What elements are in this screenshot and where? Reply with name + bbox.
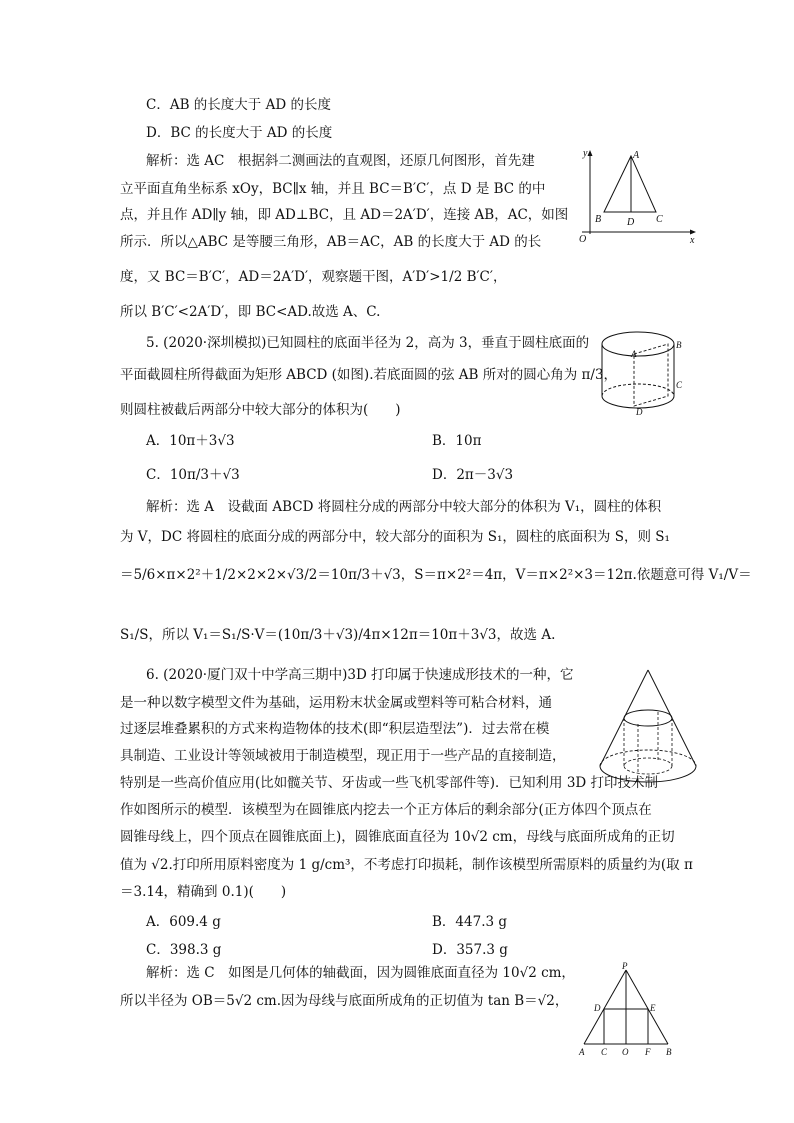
fig6-label-c: C (601, 1047, 608, 1057)
q4-option-c: C．AB 的长度大于 AD 的长度 (146, 97, 331, 113)
q6-stem-line-5: 特别是一些高价值应用(比如髋关节、牙齿或一些飞机零部件等)．已知利用 3D 打印技术制 (120, 775, 659, 791)
q6-stem-line-9: ＝3.14，精确到 0.1)( ) (120, 884, 287, 900)
fig6-label-d: D (594, 1003, 601, 1013)
q4-solution-line-6: 所以 B′C′<2A′D′，即 BC<AD.故选 A、C. (120, 304, 381, 320)
q5-option-d: D．2π－3√3 (432, 467, 514, 483)
fig4-label-b: B (595, 214, 602, 225)
q6-stem-line-8: 值为 √2.打印所用原料密度为 1 g/cm³，不考虑打印损耗，制作该模型所需原料的质量约为(取 π (120, 857, 693, 873)
fig6-label-b: B (666, 1047, 672, 1057)
q6-solution-line-2: 所以半径为 OB＝5√2 cm.因为母线与底面所成角的正切值为 tan B＝√2， (120, 993, 569, 1009)
q6-option-c: C．398.3 g (146, 942, 222, 958)
fig5-label-c: C (676, 380, 683, 390)
fig5-label-a: A (631, 349, 637, 359)
q6-option-b: B．447.3 g (432, 914, 508, 930)
fig4-label-c: C (656, 214, 663, 225)
q5-stem-line-3: 则圆柱被截后两部分中较大部分的体积为( ) (120, 402, 401, 418)
q6-cone-cube-figure (596, 668, 706, 788)
q4-solution-line-3: 点，并且作 AD∥y 轴，即 AD⊥BC，且 AD＝2A′D′，连接 AB，AC，如图 (120, 207, 569, 223)
q5-option-c: C．10π/3＋√3 (146, 467, 240, 483)
fig4-label-d: D (627, 217, 635, 228)
q6-option-a: A．609.4 g (146, 914, 221, 930)
q5-stem-line-2: 平面截圆柱所得截面为矩形 ABCD (如图).若底面圆的弦 AB 所对的圆心角为 π/3， (120, 367, 618, 383)
q5-solution-line-2: 为 V，DC 将圆柱的底面分成的两部分中，较大部分的面积为 S₁，圆柱的底面积为 S，则 S₁ (120, 529, 670, 545)
fig6-label-p: P (622, 961, 628, 971)
fig6-label-a: A (579, 1047, 585, 1057)
q6-stem-line-4: 具制造、工业设计等领域被用于制造模型，现正用于一些产品的直接制造， (120, 748, 566, 764)
q5-solution-line-3: ＝5/6×π×2²＋1/2×2×2×√3/2＝10π/3＋√3，S＝π×2²＝4π，V＝π×2²×3＝12π.依题意可得 V₁/V＝ (120, 567, 752, 583)
fig5-label-d: D (636, 407, 643, 417)
q6-stem-line-1: 6. (2020·厦门双十中学高三期中)3D 打印属于快速成形技术的一种，它 (146, 667, 574, 683)
q4-solution-line-5: 度，又 BC＝B′C′，AD＝2A′D′，观察题干图，A′D′>1/2 B′C′， (120, 269, 507, 285)
q4-solution-line-1: 解析：选 AC 根据斜二测画法的直观图，还原几何图形，首先建 (146, 153, 535, 169)
q6-stem-line-7: 圆锥母线上，四个顶点在圆锥底面上)，圆锥底面直径为 10√2 cm，母线与底面所成角的正切 (120, 829, 675, 845)
fig4-label-o: O (579, 234, 587, 245)
q4-triangle-figure (576, 146, 700, 246)
fig6-label-f: F (645, 1047, 651, 1057)
q4-option-d: D．BC 的长度大于 AD 的长度 (146, 125, 333, 141)
q5-solution-line-1: 解析：选 A 设截面 ABCD 将圆柱分成的两部分中较大部分的体积为 V₁，圆柱的体积 (146, 499, 662, 515)
fig4-label-y: y (583, 148, 588, 159)
q6-solution-line-1: 解析：选 C 如图是几何体的轴截面，因为圆锥底面直径为 10√2 cm， (146, 965, 575, 981)
q5-option-a: A．10π＋3√3 (146, 433, 235, 449)
q6-axial-section-figure (576, 960, 680, 1060)
q6-stem-line-2: 是一种以数字模型文件为基础，运用粉末状金属或塑料等可粘合材料，通 (120, 695, 552, 711)
q6-option-d: D．357.3 g (432, 942, 508, 958)
q5-cylinder-figure (596, 326, 686, 418)
q6-stem-line-6: 作如图所示的模型．该模型为在圆锥底内挖去一个正方体后的剩余部分(正方体四个顶点在 (120, 802, 652, 818)
q5-solution-line-4: S₁/S，所以 V₁＝S₁/S·V＝(10π/3＋√3)/4π×12π＝10π＋3√3，故选 A. (120, 627, 556, 643)
fig6-label-o: O (622, 1047, 629, 1057)
fig4-label-a: A (633, 150, 640, 161)
q4-solution-line-4: 所示．所以△ABC 是等腰三角形，AB＝AC，AB 的长度大于 AD 的长 (120, 234, 542, 250)
q4-solution-line-2: 立平面直角坐标系 xOy，BC∥x 轴，并且 BC＝B′C′，点 D 是 BC 的中 (120, 181, 546, 197)
q6-stem-line-3: 过逐层堆叠累积的方式来构造物体的技术(即“积层造型法”)．过去常在模 (120, 721, 550, 737)
fig6-label-e: E (650, 1003, 656, 1013)
fig5-label-b: B (676, 340, 682, 350)
q5-stem-line-1: 5. (2020·深圳模拟)已知圆柱的底面半径为 2，高为 3，垂直于圆柱底面的 (146, 335, 590, 351)
q5-option-b: B．10π (432, 433, 482, 449)
fig4-label-x: x (690, 235, 695, 246)
